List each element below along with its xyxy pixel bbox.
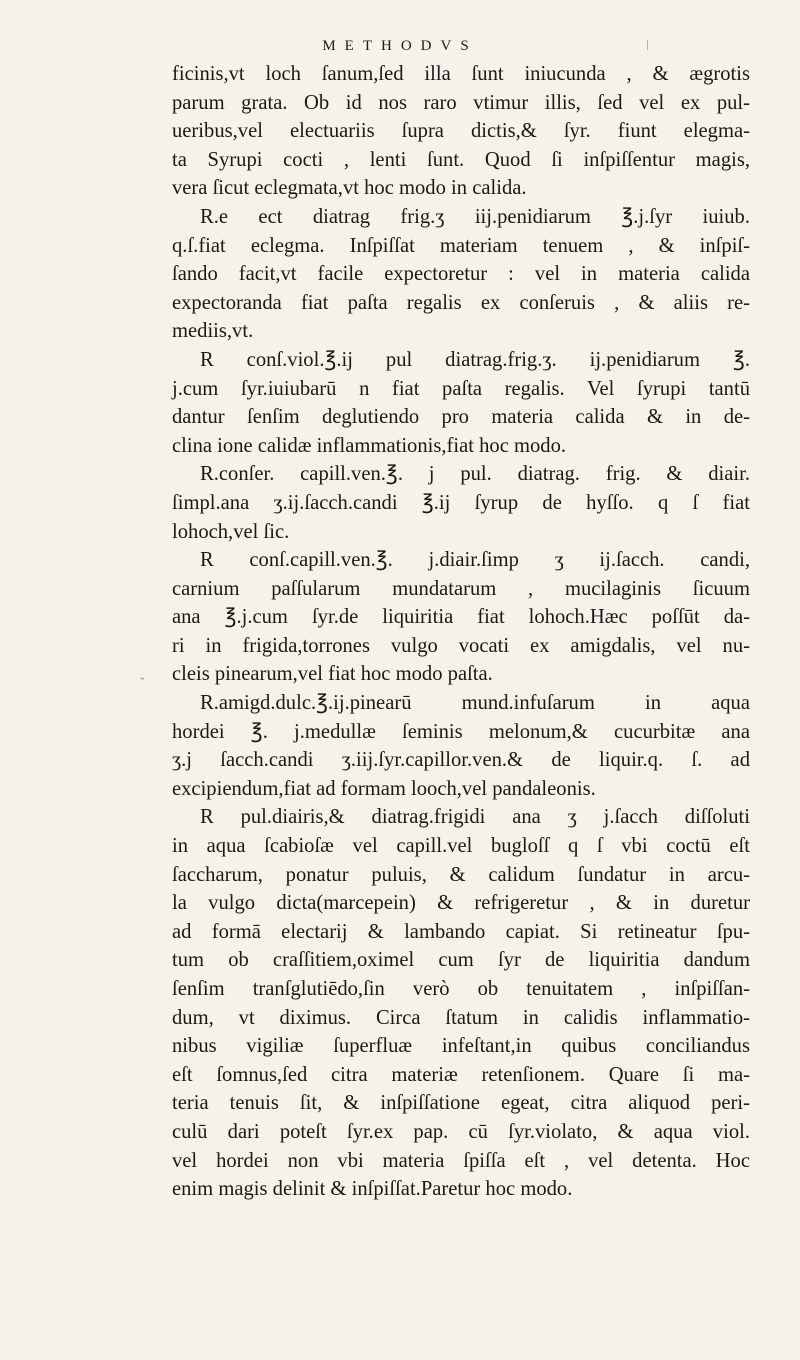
text-line: expectoranda fiat paſta regalis ex conſeruis , & aliis re- (172, 291, 750, 314)
text-line: vel hordei non vbi materia ſpiſſa eſt , vel detenta. Hoc (172, 1149, 750, 1172)
text-line: ſaccharum, ponatur puluis, & calidum ſundatur in arcu- (172, 863, 750, 886)
text-line: R.amigd.dulc.℥.ij.pinearū mund.infuſarum in aqua (200, 692, 750, 715)
margin-mark: ˘ (140, 676, 145, 691)
text-line: culū dari poteſt ſyr.ex pap. cū ſyr.violato, & aqua viol. (172, 1120, 750, 1143)
text-line: mediis,vt. (172, 320, 254, 343)
text-line: in aqua ſcabioſæ vel capill.vel bugloſſ q ſ vbi coctū eſt (172, 835, 750, 858)
text-line: ta Syrupi cocti , lenti ſunt. Quod ſi inſpiſſentur magis, (172, 148, 750, 171)
text-line: j.cum ſyr.iuiubarū n fiat paſta regalis. Vel ſyrupi tantū (172, 377, 750, 400)
text-line: ficinis,vt loch ſanum,ſed illa ſunt iniucunda , & ægrotis (172, 63, 750, 85)
body-text (172, 60, 750, 1204)
text-line: lohoch,vel ſic. (172, 520, 290, 543)
text-line: vera ſicut eclegmata,vt hoc modo in calida. (172, 177, 527, 200)
text-line: ʒ.j ſacch.candi ʒ.iij.ſyr.capillor.ven.& de liquir.q. ſ. ad (172, 749, 750, 772)
text-line: ad formā electarij & lambando capiat. Si retineatur ſpu- (172, 920, 750, 943)
text-line: dum, vt diximus. Circa ſtatum in calidis inflammatio- (172, 1006, 750, 1029)
text-line: excipiendum,fiat ad formam looch,vel pandaleonis. (172, 777, 596, 800)
text-line: enim magis delinit & inſpiſſat.Paretur hoc modo. (172, 1178, 573, 1201)
text-line: R.conſer. capill.ven.℥. j pul. diatrag. frig. & diair. (200, 463, 750, 486)
text-line: carnium paſſularum mundatarum , mucilaginis ſicuum (172, 577, 750, 600)
text-line: ri in frigida,torrones vulgo vocati ex amigdalis, vel nu- (172, 634, 750, 657)
text-line: R.e ect diatrag frig.ʒ iij.penidiarum ℥.j.ſyr iuiub. (200, 205, 750, 228)
text-line: ſando facit,vt facile expectoretur : vel in materia calida (172, 263, 750, 286)
running-head: METHODVS (322, 38, 478, 54)
text-line: ſimpl.ana ʒ.ij.ſacch.candi ℥.ij ſyrup de hyſſo. q ſ fiat (172, 491, 750, 514)
text-line: ana ℥.j.cum ſyr.de liquiritia fiat lohoch.Hæc poſſūt da- (172, 606, 750, 629)
text-line: R conſ.viol.℥.ij pul diatrag.frig.ʒ. ij.penidiarum ℥. (200, 348, 750, 371)
text-line: clina ione calidæ inflammationis,fiat hoc modo. (172, 434, 567, 457)
text-line: ſenſim tranſglutiēdo,ſin verò ob tenuitatem , inſpiſſan- (172, 978, 750, 1000)
text-line: cleis pinearum,vel fiat hoc modo paſta. (172, 663, 493, 686)
text-line: dantur ſenſim deglutiendo pro materia calida & in de- (172, 406, 750, 429)
text-line: tum ob craſſitiem,oximel cum ſyr de liquiritia dandum (172, 949, 750, 972)
text-line: ueribus,vel electuariis ſupra dictis,& ſyr. fiunt elegma- (172, 120, 750, 143)
text-line: nibus vigiliæ ſuperfluæ infeſtant,in quibus conciliandus (172, 1035, 750, 1058)
text-line: la vulgo dicta(marcepein) & refrigeretur , & in duretur (172, 892, 750, 915)
text-line: teria tenuis ſit, & inſpiſſatione egeat, citra aliquod peri- (172, 1092, 750, 1115)
text-line: eſt ſomnus,ſed citra materiæ retenſionem. Quare ſi ma- (172, 1063, 750, 1086)
text-line: q.ſ.fiat eclegma. Inſpiſſat materiam tenuem , & inſpiſ- (172, 234, 750, 257)
paper-mark (647, 40, 648, 50)
text-line: R conſ.capill.ven.℥. j.diair.ſimp ʒ ij.ſacch. candi, (200, 549, 750, 572)
text-line: R pul.diairis,& diatrag.frigidi ana ʒ j.ſacch diſſoluti (200, 806, 750, 829)
text-line: hordei ℥. j.medullæ ſeminis melonum,& cucurbitæ ana (172, 720, 750, 743)
text-line: parum grata. Ob id nos raro vtimur illis, ſed vel ex pul- (172, 91, 750, 114)
